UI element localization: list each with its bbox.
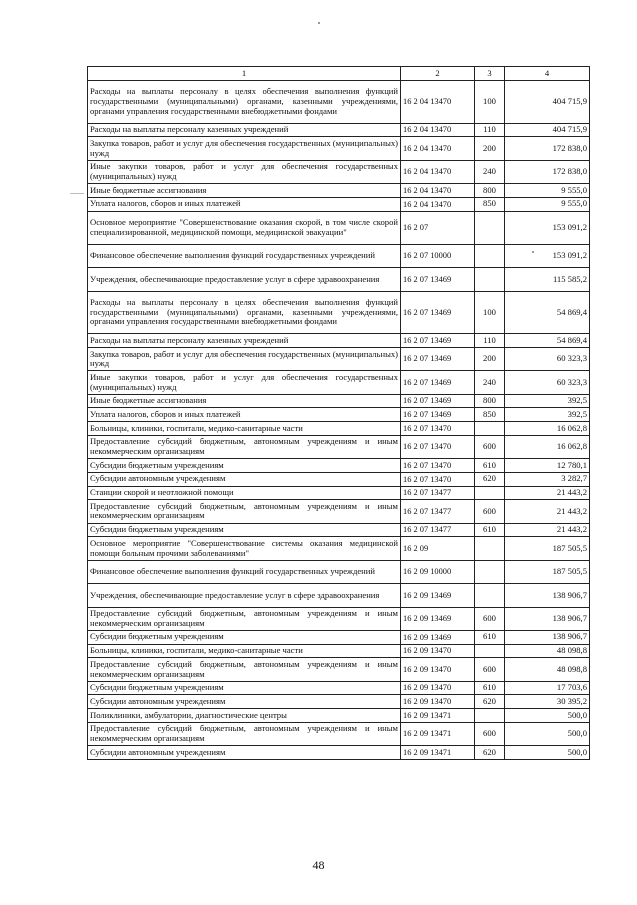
row-vr-cell: 240	[475, 160, 505, 183]
row-sum-cell: 9 555,0	[505, 184, 590, 198]
row-vr-cell: 850	[475, 197, 505, 211]
header-cell-name: 1	[88, 67, 401, 81]
row-code-cell: 16 2 09 13471	[401, 746, 475, 760]
row-vr-cell: 610	[475, 459, 505, 473]
row-vr-cell: 600	[475, 435, 505, 458]
table-row	[88, 607, 590, 630]
table-row	[88, 123, 590, 137]
table-row	[88, 644, 590, 658]
table-row	[88, 394, 590, 408]
table-row	[88, 160, 590, 183]
row-sum-cell: 392,5	[505, 394, 590, 408]
table-row	[88, 291, 590, 334]
row-sum-cell: 404 715,9	[505, 81, 590, 124]
row-name-cell: Субсидии автономным учреждениям	[88, 695, 401, 709]
table-row	[88, 211, 590, 244]
row-name-cell: Поликлиники, амбулатории, диагностические центры	[88, 709, 401, 723]
row-vr-cell	[475, 268, 505, 291]
row-code-cell: 16 2 07 13469	[401, 291, 475, 334]
table-row	[88, 244, 590, 267]
row-sum-cell: 48 098,8	[505, 658, 590, 681]
row-name-cell: Больницы, клиники, госпитали, медико-санитарные части	[88, 644, 401, 658]
table-row	[88, 197, 590, 211]
header-row	[88, 67, 590, 81]
table-row	[88, 435, 590, 458]
header-cell-vr: 3	[475, 67, 505, 81]
table-row	[88, 560, 590, 583]
row-code-cell: 16 2 09 13470	[401, 644, 475, 658]
row-name-cell: Субсидии автономным учреждениям	[88, 746, 401, 760]
row-name-cell: Предоставление субсидий бюджетным, автономным учреждениям и иным некоммерческим организациям	[88, 658, 401, 681]
table-row	[88, 486, 590, 500]
row-name-cell: Субсидии бюджетным учреждениям	[88, 630, 401, 644]
table-row	[88, 537, 590, 560]
row-code-cell: 16 2 07 13470	[401, 435, 475, 458]
row-code-cell: 16 2 09 13469	[401, 584, 475, 607]
table-row	[88, 184, 590, 198]
row-vr-cell: 200	[475, 348, 505, 371]
row-vr-cell: 610	[475, 630, 505, 644]
row-vr-cell: 110	[475, 334, 505, 348]
row-name-cell: Предоставление субсидий бюджетным, автономным учреждениям и иным некоммерческим организациям	[88, 500, 401, 523]
row-code-cell: 16 2 04 13470	[401, 184, 475, 198]
row-code-cell: 16 2 09 13470	[401, 681, 475, 695]
row-name-cell: Расходы на выплаты персоналу в целях обеспечения выполнения функций государственными (муниципальными) органами, казенными учреждениями, органами управления государственными внебюджетными фондами	[88, 291, 401, 334]
table-row	[88, 472, 590, 486]
table-row	[88, 137, 590, 160]
row-vr-cell: 600	[475, 722, 505, 745]
row-code-cell: 16 2 07 13469	[401, 394, 475, 408]
row-code-cell: 16 2 07 13469	[401, 268, 475, 291]
row-vr-cell: 800	[475, 394, 505, 408]
table-row	[88, 500, 590, 523]
table-row	[88, 584, 590, 607]
row-vr-cell	[475, 422, 505, 436]
row-name-cell: Больницы, клиники, госпитали, медико-санитарные части	[88, 422, 401, 436]
table-row	[88, 681, 590, 695]
row-sum-cell: 138 906,7	[505, 607, 590, 630]
row-sum-cell: 392,5	[505, 408, 590, 422]
row-code-cell: 16 2 09 13471	[401, 709, 475, 723]
row-vr-cell: 610	[475, 681, 505, 695]
row-code-cell: 16 2 07 13469	[401, 371, 475, 394]
row-vr-cell: 800	[475, 184, 505, 198]
row-sum-cell: 16 062,8	[505, 422, 590, 436]
table-row	[88, 722, 590, 745]
table-row	[88, 746, 590, 760]
row-code-cell: 16 2 07 13469	[401, 334, 475, 348]
row-sum-cell: 16 062,8	[505, 435, 590, 458]
row-sum-cell: 54 869,4	[505, 334, 590, 348]
row-vr-cell: 620	[475, 746, 505, 760]
row-vr-cell: 620	[475, 695, 505, 709]
row-code-cell: 16 2 09	[401, 537, 475, 560]
row-name-cell: Расходы на выплаты персоналу в целях обеспечения выполнения функций государственными (муниципальными) органами, казенными учреждениями, органами управления государственными внебюджетными фондами	[88, 81, 401, 124]
row-name-cell: Учреждения, обеспечивающие предоставление услуг в сфере здравоохранения	[88, 268, 401, 291]
row-name-cell: Уплата налогов, сборов и иных платежей	[88, 408, 401, 422]
row-sum-cell: 54 869,4	[505, 291, 590, 334]
row-code-cell: 16 2 04 13470	[401, 81, 475, 124]
row-sum-cell: 21 443,2	[505, 500, 590, 523]
row-code-cell: 16 2 07 13477	[401, 500, 475, 523]
page-number: 48	[312, 858, 325, 872]
row-code-cell: 16 2 09 13470	[401, 695, 475, 709]
row-code-cell: 16 2 07 13470	[401, 422, 475, 436]
row-sum-cell: 17 703,6	[505, 681, 590, 695]
row-sum-cell: 187 505,5	[505, 560, 590, 583]
row-sum-cell: 21 443,2	[505, 486, 590, 500]
row-name-cell: Предоставление субсидий бюджетным, автономным учреждениям и иным некоммерческим организациям	[88, 607, 401, 630]
row-vr-cell: 850	[475, 408, 505, 422]
row-code-cell: 16 2 04 13470	[401, 123, 475, 137]
row-sum-cell: 500,0	[505, 722, 590, 745]
row-vr-cell: 240	[475, 371, 505, 394]
table-row	[88, 630, 590, 644]
row-sum-cell: 3 282,7	[505, 472, 590, 486]
table-row	[88, 408, 590, 422]
row-name-cell: Расходы на выплаты персоналу казенных учреждений	[88, 334, 401, 348]
row-sum-cell: 172 838,0	[505, 137, 590, 160]
row-code-cell: 16 2 07	[401, 211, 475, 244]
row-vr-cell	[475, 584, 505, 607]
table-row	[88, 459, 590, 473]
row-vr-cell	[475, 709, 505, 723]
row-name-cell: Уплата налогов, сборов и иных платежей	[88, 197, 401, 211]
row-name-cell: Субсидии бюджетным учреждениям	[88, 681, 401, 695]
row-name-cell: Учреждения, обеспечивающие предоставление услуг в сфере здравоохранения	[88, 584, 401, 607]
header-cell-sum: 4	[505, 67, 590, 81]
row-sum-cell: 60 323,3	[505, 371, 590, 394]
row-vr-cell: 100	[475, 81, 505, 124]
row-vr-cell: 110	[475, 123, 505, 137]
row-name-cell: Субсидии бюджетным учреждениям	[88, 459, 401, 473]
row-name-cell: Основное мероприятие "Совершенствование системы оказания медицинской помощи больным прочими заболеваниями"	[88, 537, 401, 560]
row-sum-cell: 500,0	[505, 709, 590, 723]
header-cell-code: 2	[401, 67, 475, 81]
row-code-cell: 16 2 04 13470	[401, 160, 475, 183]
row-sum-cell: 404 715,9	[505, 123, 590, 137]
row-sum-cell: 153 091,2	[505, 244, 590, 267]
row-sum-cell: 172 838,0	[505, 160, 590, 183]
row-name-cell: Финансовое обеспечение выполнения функций государственных учреждений	[88, 244, 401, 267]
row-name-cell: Иные бюджетные ассигнования	[88, 184, 401, 198]
table-row	[88, 81, 590, 124]
row-sum-cell: 187 505,5	[505, 537, 590, 560]
row-sum-cell: 60 323,3	[505, 348, 590, 371]
row-code-cell: 16 2 09 10000	[401, 560, 475, 583]
row-code-cell: 16 2 07 13477	[401, 486, 475, 500]
row-sum-cell: 153 091,2	[505, 211, 590, 244]
row-code-cell: 16 2 04 13470	[401, 137, 475, 160]
table-row	[88, 268, 590, 291]
table-row	[88, 334, 590, 348]
row-sum-cell: 21 443,2	[505, 523, 590, 537]
row-sum-cell: 12 780,1	[505, 459, 590, 473]
row-name-cell: Предоставление субсидий бюджетным, автономным учреждениям и иным некоммерческим организациям	[88, 722, 401, 745]
row-sum-cell: 9 555,0	[505, 197, 590, 211]
row-vr-cell: 610	[475, 523, 505, 537]
row-name-cell: Иные закупки товаров, работ и услуг для обеспечения государственных (муниципальных) нужд	[88, 160, 401, 183]
scan-speck	[532, 251, 534, 253]
row-sum-cell: 48 098,8	[505, 644, 590, 658]
row-code-cell: 16 2 09 13469	[401, 630, 475, 644]
table-row	[88, 371, 590, 394]
row-code-cell: 16 2 04 13470	[401, 197, 475, 211]
row-vr-cell	[475, 644, 505, 658]
row-vr-cell	[475, 244, 505, 267]
row-name-cell: Финансовое обеспечение выполнения функций государственных учреждений	[88, 560, 401, 583]
row-code-cell: 16 2 09 13469	[401, 607, 475, 630]
row-sum-cell: 138 906,7	[505, 584, 590, 607]
row-vr-cell: 600	[475, 658, 505, 681]
row-vr-cell: 100	[475, 291, 505, 334]
row-vr-cell: 600	[475, 500, 505, 523]
row-code-cell: 16 2 07 13469	[401, 408, 475, 422]
row-vr-cell: 200	[475, 137, 505, 160]
row-name-cell: Предоставление субсидий бюджетным, автономным учреждениям и иным некоммерческим организациям	[88, 435, 401, 458]
row-name-cell: Субсидии автономным учреждениям	[88, 472, 401, 486]
row-code-cell: 16 2 07 13477	[401, 523, 475, 537]
budget-table	[87, 66, 590, 760]
row-vr-cell	[475, 537, 505, 560]
row-sum-cell: 138 906,7	[505, 630, 590, 644]
scan-speck	[70, 193, 84, 194]
row-vr-cell: 600	[475, 607, 505, 630]
row-vr-cell	[475, 486, 505, 500]
row-sum-cell: 115 585,2	[505, 268, 590, 291]
table-row	[88, 422, 590, 436]
table-row	[88, 348, 590, 371]
row-sum-cell: 500,0	[505, 746, 590, 760]
row-code-cell: 16 2 07 13470	[401, 459, 475, 473]
row-name-cell: Закупка товаров, работ и услуг для обеспечения государственных (муниципальных) нужд	[88, 137, 401, 160]
row-code-cell: 16 2 09 13470	[401, 658, 475, 681]
row-name-cell: Иные закупки товаров, работ и услуг для обеспечения государственных (муниципальных) нужд	[88, 371, 401, 394]
row-vr-cell	[475, 211, 505, 244]
table-row	[88, 695, 590, 709]
scan-speck	[318, 22, 320, 24]
row-code-cell: 16 2 07 10000	[401, 244, 475, 267]
row-sum-cell: 30 395,2	[505, 695, 590, 709]
table-row	[88, 658, 590, 681]
row-vr-cell: 620	[475, 472, 505, 486]
row-vr-cell	[475, 560, 505, 583]
row-name-cell: Закупка товаров, работ и услуг для обеспечения государственных (муниципальных) нужд	[88, 348, 401, 371]
row-name-cell: Расходы на выплаты персоналу казенных учреждений	[88, 123, 401, 137]
row-name-cell: Иные бюджетные ассигнования	[88, 394, 401, 408]
row-code-cell: 16 2 09 13471	[401, 722, 475, 745]
row-code-cell: 16 2 07 13469	[401, 348, 475, 371]
row-code-cell: 16 2 07 13470	[401, 472, 475, 486]
table-row	[88, 523, 590, 537]
row-name-cell: Станции скорой и неотложной помощи	[88, 486, 401, 500]
budget-table-body	[88, 67, 590, 760]
row-name-cell: Основное мероприятие "Совершенствование оказания скорой, в том числе скорой специализированной, медицинской помощи, медицинской эвакуации"	[88, 211, 401, 244]
row-name-cell: Субсидии бюджетным учреждениям	[88, 523, 401, 537]
table-row	[88, 709, 590, 723]
